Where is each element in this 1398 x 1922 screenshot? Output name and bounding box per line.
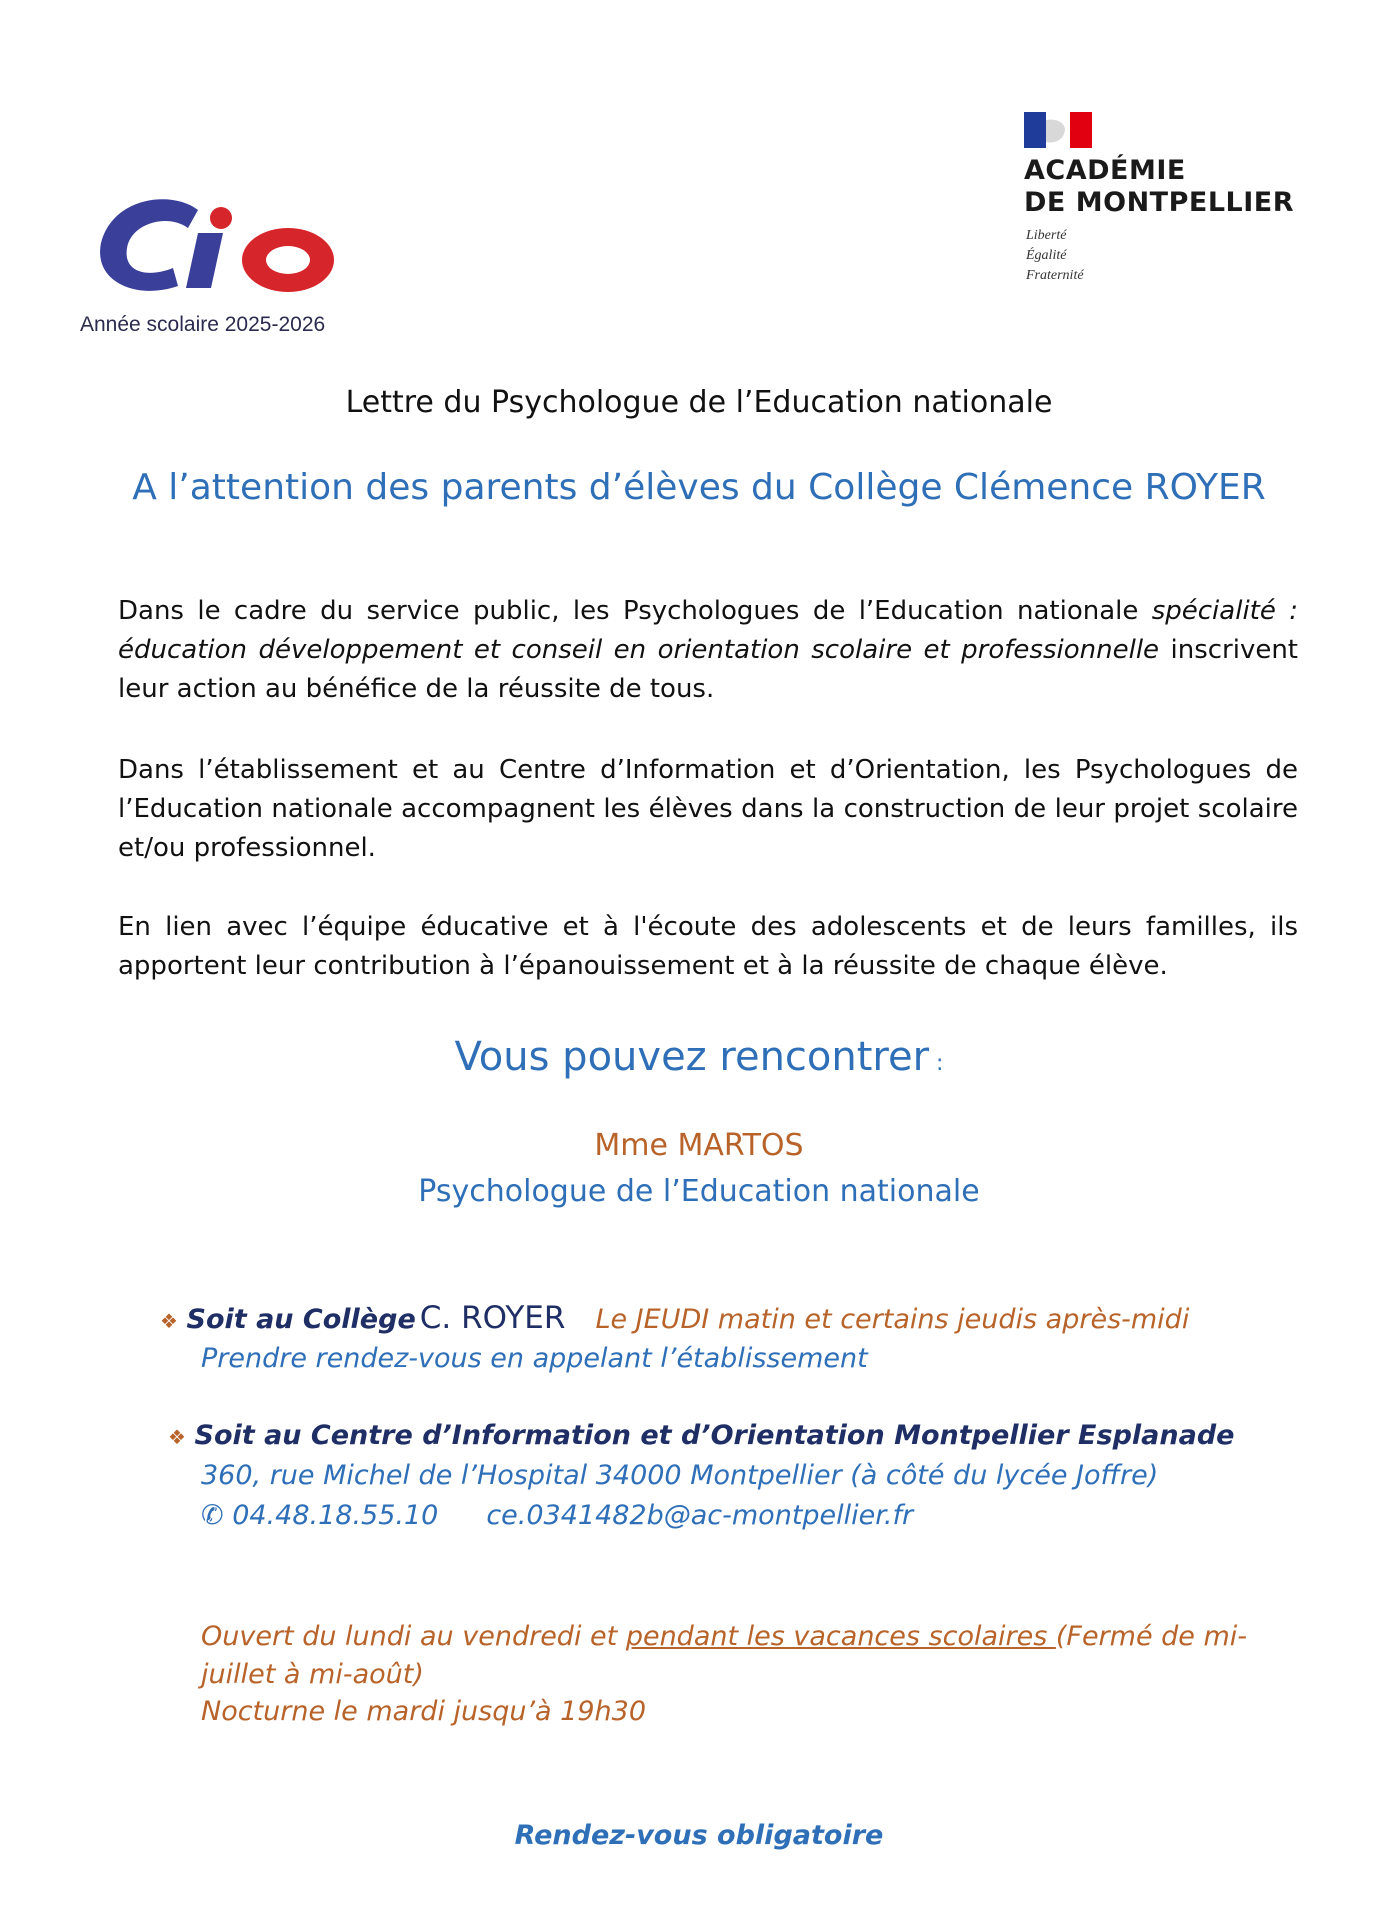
opening-hours-holidays: pendant les vacances scolaires — [625, 1621, 1056, 1652]
diamond-bullet-icon: ❖ — [168, 1425, 186, 1449]
paragraph-1-text-b: inscrivent leur action au bénéfice de la réussite de tous. — [118, 635, 1299, 704]
college-appointment-note: Prendre rendez-vous en appelant l’établissement — [201, 1343, 868, 1374]
opening-hours-b: (Fermé de mi-juillet à mi-août) — [201, 1621, 1248, 1690]
letter-title: Lettre du Psychologue de l’Education nationale — [345, 385, 1053, 420]
motto-egalite: Égalité — [1026, 248, 1067, 263]
psychologist-role: Psychologue de l’Education nationale — [418, 1174, 980, 1209]
opening-hours-a: Ouvert du lundi au vendredi et — [201, 1621, 626, 1652]
college-line — [160, 1300, 1189, 1336]
paragraph-3: En lien avec l’équipe éducative et à l'écoute des adolescents et de leurs familles, ils apportent leur contribution à l’épanouissement et à la réussite de chaque élève. — [118, 912, 1298, 981]
academie-line-2: DE MONTPELLIER — [1024, 187, 1295, 218]
college-schedule: Le JEUDI matin et certains jeudis après-midi — [595, 1304, 1190, 1335]
marianne-flag-logo — [1024, 112, 1092, 148]
meet-heading — [0, 1034, 1398, 1080]
academie-line-1: ACADÉMIE — [1024, 155, 1186, 186]
paragraph-2: Dans l’établissement et au Centre d’Information et d’Orientation, les Psychologues de l’Education nationale accompagnent les élèves dans la construction de leur projet scolaire et/ou professionnel. — [118, 755, 1298, 863]
paragraph-1 — [118, 592, 1298, 709]
appointment-required: Rendez-vous obligatoire — [514, 1820, 884, 1851]
college-name: C. ROYER — [419, 1300, 566, 1336]
psychologist-name: Mme MARTOS — [594, 1128, 804, 1163]
meet-heading-text: Vous pouvez rencontrer — [454, 1034, 930, 1080]
cio-email-link[interactable]: ce.0341482b@ac-montpellier.fr — [486, 1500, 914, 1531]
school-year: Année scolaire 2025-2026 — [80, 313, 326, 336]
motto-liberte: Liberté — [1026, 228, 1067, 243]
cio-contact — [201, 1500, 913, 1531]
nocturne-hours: Nocturne le mardi jusqu’à 19h30 — [201, 1696, 646, 1727]
meet-heading-colon: : — [929, 1051, 944, 1076]
paragraph-1-specialty: spécialité : éducation développement et conseil en orientation scolaire et professionnelle — [118, 596, 1298, 665]
college-label: Soit au Collège — [186, 1304, 416, 1335]
cio-phone[interactable]: ✆ 04.48.18.55.10 — [201, 1500, 439, 1531]
cio-label: Soit au Centre d’Information et d’Orientation Montpellier Esplanade — [194, 1420, 1235, 1451]
motto-fraternite: Fraternité — [1026, 268, 1084, 283]
cio-logo — [93, 188, 343, 303]
cio-address: 360, rue Michel de l’Hospital 34000 Montpellier (à côté du lycée Joffre) — [201, 1460, 1159, 1491]
diamond-bullet-icon: ❖ — [160, 1309, 178, 1333]
opening-hours — [201, 1618, 1301, 1694]
cio-line — [168, 1420, 1234, 1451]
attention-title: A l’attention des parents d’élèves du Collège Clémence ROYER — [132, 467, 1266, 508]
paragraph-1-text-a: Dans le cadre du service public, les Psychologues de l’Education nationale — [118, 596, 1152, 626]
